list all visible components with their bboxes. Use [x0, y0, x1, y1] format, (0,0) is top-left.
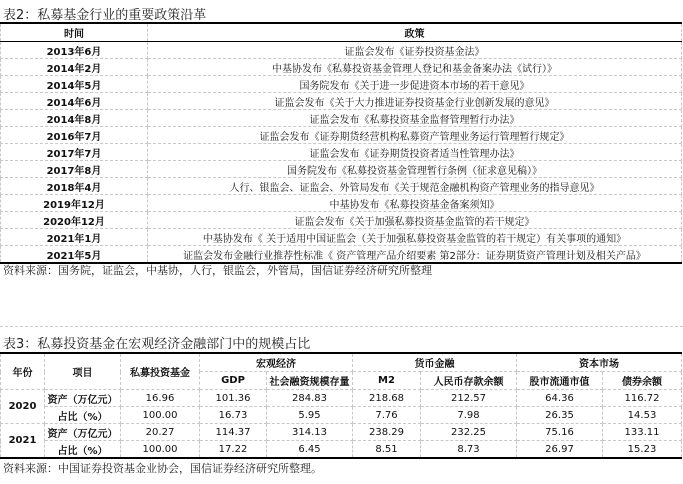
- row-date: 2021年5月: [1, 246, 148, 264]
- row-date: 2020年12月: [1, 212, 148, 229]
- table-row: [1, 212, 682, 229]
- value-cell: 6.45: [267, 441, 353, 459]
- row-policy: 国务院发布《关于进一步促进资本市场的若干意见》: [148, 76, 682, 93]
- header-bond-balance: 债券余额: [603, 372, 682, 390]
- value-cell: 20.27: [121, 424, 200, 441]
- header-group-monetary: 货币金融: [353, 353, 517, 372]
- table-row: [1, 59, 682, 76]
- table-row: [1, 127, 682, 144]
- value-cell: 7.98: [421, 407, 517, 424]
- value-cell: 8.51: [353, 441, 421, 459]
- table-row: [1, 229, 682, 246]
- table-row: [1, 441, 682, 459]
- row-date: 2013年6月: [1, 42, 148, 59]
- value-cell: 8.73: [421, 441, 517, 459]
- table-row: [1, 144, 682, 161]
- value-cell: 7.76: [353, 407, 421, 424]
- header-rmb-deposits: 人民币存款余额: [421, 372, 517, 390]
- table-row: [1, 424, 682, 441]
- row-policy: 中基协发布《 关于适用中国证监会（关于加强私募投资基金监管的若干规定）有关事项的通知》: [148, 229, 682, 246]
- header-group-macro: 宏观经济: [200, 353, 353, 372]
- row-date: 2014年8月: [1, 110, 148, 127]
- row-date: 2019年12月: [1, 195, 148, 212]
- header-private-fund: 私募投资基金: [121, 353, 200, 390]
- item-cell: 资产（万亿元）: [45, 424, 121, 441]
- row-date: 2014年6月: [1, 93, 148, 110]
- value-cell: 114.37: [200, 424, 267, 441]
- row-date: 2021年1月: [1, 229, 148, 246]
- row-policy: 证监会发布金融行业推荐性标准《 资产管理产品介绍要素 第2部分：证券期货资产管理计划及相关产品》: [148, 246, 682, 264]
- row-policy: 证监会发布《证券投资基金法》: [148, 42, 682, 59]
- value-cell: 14.53: [603, 407, 682, 424]
- row-date: 2017年8月: [1, 161, 148, 178]
- table-row: [1, 390, 682, 407]
- row-policy: 证监会发布《关于加强私募投资基金监管的若干规定》: [148, 212, 682, 229]
- table-row: [1, 178, 682, 195]
- table-row: [1, 195, 682, 212]
- item-cell: 占比（%）: [45, 441, 121, 459]
- value-cell: 116.72: [603, 390, 682, 407]
- value-cell: 16.96: [121, 390, 200, 407]
- value-cell: 17.22: [200, 441, 267, 459]
- value-cell: 314.13: [267, 424, 353, 441]
- row-policy: 证监会发布《证券期货经营机构私募资产管理业务运行管理暂行规定》: [148, 127, 682, 144]
- table-header-row-groups: [1, 353, 682, 372]
- value-cell: 26.35: [517, 407, 603, 424]
- table3-source-note: 资料来源：中国证券投资基金业协会，国信证券经济研究所整理。: [3, 462, 322, 475]
- item-cell: 占比（%）: [45, 407, 121, 424]
- year-cell: 2021: [1, 424, 45, 459]
- header-m2: M2: [353, 372, 421, 390]
- value-cell: 133.11: [603, 424, 682, 441]
- value-cell: 238.29: [353, 424, 421, 441]
- value-cell: 212.57: [421, 390, 517, 407]
- value-cell: 218.68: [353, 390, 421, 407]
- value-cell: 5.95: [267, 407, 353, 424]
- table-row: [1, 407, 682, 424]
- table-row: [1, 76, 682, 93]
- value-cell: 232.25: [421, 424, 517, 441]
- value-cell: 15.23: [603, 441, 682, 459]
- scale-share-table: [0, 352, 682, 459]
- row-date: 2017年7月: [1, 144, 148, 161]
- value-cell: 16.73: [200, 407, 267, 424]
- row-date: 2018年4月: [1, 178, 148, 195]
- header-gdp: GDP: [200, 372, 267, 390]
- table2-source-note: 资料来源：国务院，证监会，中基协，人行，银监会，外管局，国信证券经济研究所整理: [3, 264, 432, 277]
- value-cell: 26.97: [517, 441, 603, 459]
- row-policy: 人行、银监会、证监会、外管局发布《关于规范金融机构资产管理业务的指导意见》: [148, 178, 682, 195]
- policy-history-table: [0, 22, 682, 264]
- header-item: 项目: [45, 353, 121, 390]
- table2-caption: 表2：私募基金行业的重要政策沿革: [3, 8, 207, 23]
- section-divider: [0, 326, 683, 327]
- row-date: 2016年7月: [1, 127, 148, 144]
- row-policy: 国务院发布《私募投资基金管理暂行条例（征求意见稿）》: [148, 161, 682, 178]
- header-social-financing: 社会融资规模存量: [267, 372, 353, 390]
- header-group-capital-market: 资本市场: [517, 353, 682, 372]
- header-stock-market-cap: 股市流通市值: [517, 372, 603, 390]
- header-year: 年份: [1, 353, 45, 390]
- table-row: [1, 246, 682, 264]
- row-date: 2014年5月: [1, 76, 148, 93]
- table-row: [1, 93, 682, 110]
- value-cell: 101.36: [200, 390, 267, 407]
- row-policy: 证监会发布《关于大力推进证券投资基金行业创新发展的意见》: [148, 93, 682, 110]
- table-row: [1, 110, 682, 127]
- item-cell: 资产（万亿元）: [45, 390, 121, 407]
- table-row: [1, 161, 682, 178]
- value-cell: 64.36: [517, 390, 603, 407]
- header-policy: 政策: [148, 23, 682, 42]
- year-cell: 2020: [1, 390, 45, 424]
- row-policy: 中基协发布《私募投资基金备案须知》: [148, 195, 682, 212]
- row-policy: 证监会发布《证券期货投资者适当性管理办法》: [148, 144, 682, 161]
- row-policy: 证监会发布《私募投资基金监督管理暂行办法》: [148, 110, 682, 127]
- row-date: 2014年2月: [1, 59, 148, 76]
- table-header-row: [1, 23, 682, 42]
- table3-caption: 表3：私募投资基金在宏观经济金融部门中的规模占比: [3, 337, 311, 352]
- table-row: [1, 42, 682, 59]
- value-cell: 100.00: [121, 441, 200, 459]
- value-cell: 284.83: [267, 390, 353, 407]
- value-cell: 100.00: [121, 407, 200, 424]
- row-policy: 中基协发布《私募投资基金管理人登记和基金备案办法《试行）》: [148, 59, 682, 76]
- value-cell: 75.16: [517, 424, 603, 441]
- header-time: 时间: [1, 23, 148, 42]
